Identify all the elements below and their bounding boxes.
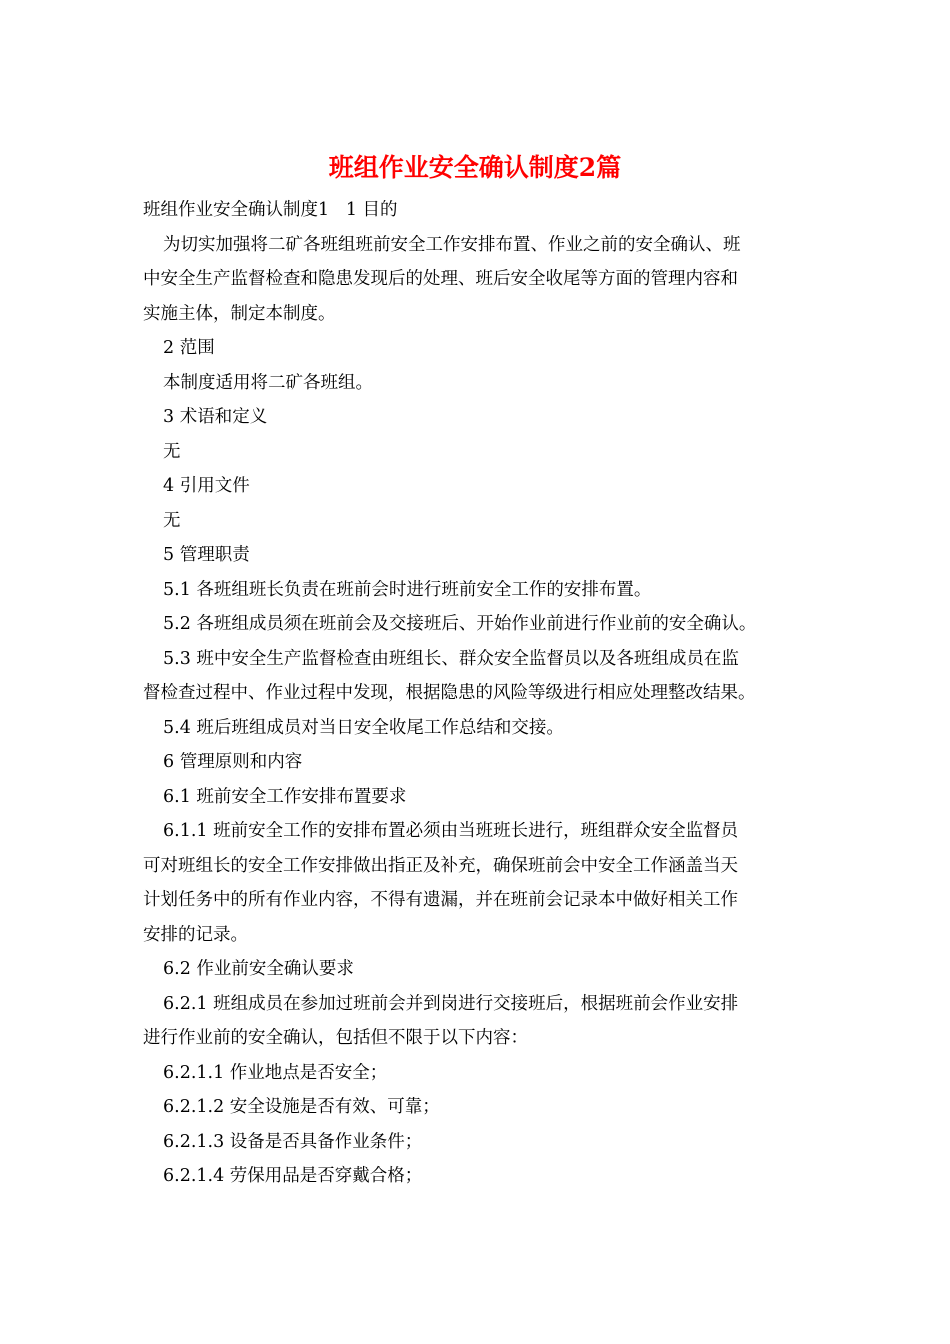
paragraph-line: 5.3 班中安全生产监督检查由班组长、群众安全监督员以及各班组成员在监 [163, 648, 739, 669]
paragraph-line: 督检查过程中、作业过程中发现，根据隐患的风险等级进行相应处理整改结果。 [143, 683, 756, 703]
paragraph-line: 安排的记录。 [143, 924, 248, 945]
paragraph-line: 进行作业前的安全确认，包括但不限于以下内容： [143, 1028, 528, 1048]
paragraph-line: 6.2 作业前安全确认要求 [163, 959, 354, 979]
paragraph-line: 本制度适用将二矿各班组。 [163, 372, 373, 393]
paragraph-line: 6 管理原则和内容 [163, 752, 303, 772]
paragraph-line: 为切实加强将二矿各班组班前安全工作安排布置、作业之前的安全确认、班 [163, 234, 741, 255]
paragraph-line: 5.1 各班组班长负责在班前会时进行班前安全工作的安排布置。 [163, 579, 652, 600]
paragraph-line: 6.2.1.2 安全设施是否有效、可靠； [163, 1097, 440, 1117]
paragraph-line: 班组作业安全确认制度1 1 目的 [143, 200, 398, 220]
paragraph-line: 3 术语和定义 [163, 407, 268, 427]
document-body [143, 193, 811, 1194]
paragraph-line: 6.2.1.1 作业地点是否安全； [163, 1062, 388, 1083]
paragraph-line: 5 管理职责 [163, 545, 250, 565]
paragraph-line: 2 范围 [163, 338, 215, 358]
paragraph-line: 计划任务中的所有作业内容，不得有遗漏，并在班前会记录本中做好相关工作 [143, 890, 738, 910]
paragraph-line: 6.2.1.4 劳保用品是否穿戴合格； [163, 1166, 423, 1186]
paragraph-line: 6.2.1 班组成员在参加过班前会并到岗进行交接班后，根据班前会作业安排 [163, 993, 739, 1014]
paragraph-line: 5.2 各班组成员须在班前会及交接班后、开始作业前进行作业前的安全确认。 [163, 614, 757, 634]
paragraph-line: 6.1 班前安全工作安排布置要求 [163, 786, 407, 807]
document-title: 班组作业安全确认制度2篇 [328, 153, 622, 182]
paragraph-line: 5.4 班后班组成员对当日安全收尾工作总结和交接。 [163, 717, 564, 738]
paragraph-line: 中安全生产监督检查和隐患发现后的处理、班后安全收尾等方面的管理内容和 [143, 269, 738, 289]
paragraph-line: 无 [163, 441, 181, 462]
paragraph-line: 可对班组长的安全工作安排做出指正及补充，确保班前会中安全工作涵盖当天 [143, 855, 738, 876]
paragraph-line: 6.2.1.3 设备是否具备作业条件； [163, 1131, 423, 1152]
paragraph-line: 实施主体，制定本制度。 [143, 303, 336, 324]
paragraph-line: 6.1.1 班前安全工作的安排布置必须由当班班长进行，班组群众安全监督员 [163, 821, 739, 841]
paragraph-line: 无 [163, 510, 181, 531]
paragraph-line: 4 引用文件 [163, 476, 250, 496]
